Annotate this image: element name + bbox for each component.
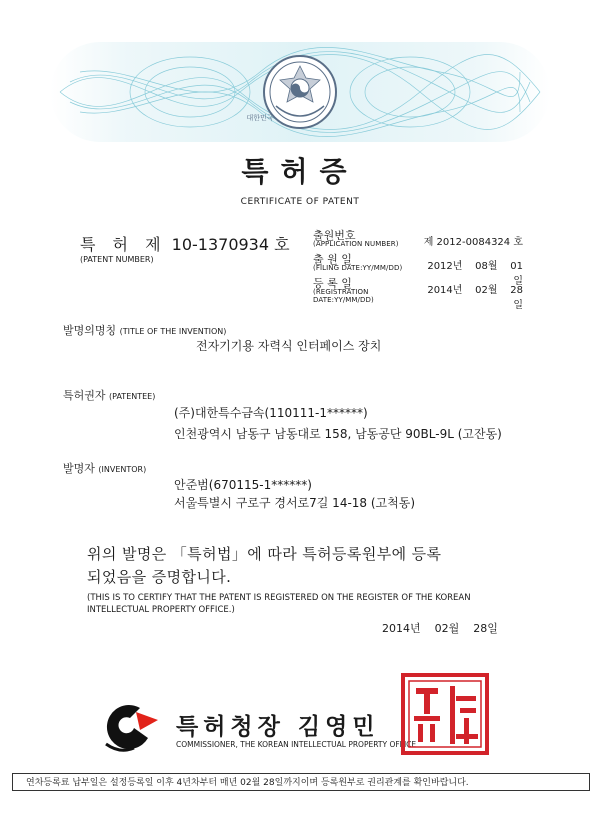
registration-date [418, 281, 523, 311]
kipo-logo-icon [100, 698, 162, 754]
certificate-subtitle: CERTIFICATE OF PATENT [240, 197, 360, 207]
application-number-label-en: (APPLICATION NUMBER) [313, 240, 399, 248]
registration-month: 02월 [475, 285, 498, 296]
patentee-label-en: (PATENTEE) [109, 392, 156, 401]
certificate-title: 특허증 [241, 155, 359, 188]
application-number-label: 출원번호 [313, 229, 356, 242]
filing-month: 08월 [475, 261, 498, 272]
filing-date-label-en: (FILING DATE:YY/MM/DD) [313, 264, 403, 272]
patent-number-label-en: (PATENT NUMBER) [80, 255, 154, 264]
commissioner-name: 특허청장 김영민 [176, 714, 380, 740]
registration-year: 2014년 [427, 285, 463, 296]
patent-number-label: 특 허 제 [80, 235, 167, 254]
issue-day: 28일 [473, 622, 498, 635]
filing-day: 01일 [510, 261, 523, 287]
issue-month: 02월 [434, 622, 460, 635]
inventor-heading [63, 460, 146, 476]
registration-date-label: 등 록 일 [313, 277, 352, 290]
patentee-label: 특허권자 [63, 389, 106, 402]
patentee-name: (주)대한특수금속(110111-1******) [174, 406, 368, 420]
inventor-name: 안준범(670115-1******) [174, 478, 312, 492]
registration-day: 28일 [510, 285, 523, 311]
patent-number: 10-1370934 [171, 235, 270, 254]
filing-date-label: 출 원 일 [313, 253, 352, 266]
certification-statement-en [87, 592, 527, 616]
patent-number-suffix: 호 [274, 235, 290, 254]
patent-number-line [80, 232, 290, 255]
invention-title: 전자기기용 자력식 인터페이스 장치 [196, 339, 382, 353]
issue-date [382, 620, 498, 636]
registration-date-label-en: (REGISTRATION DATE:YY/MM/DD) [313, 288, 374, 304]
invention-title-heading [63, 322, 226, 338]
patentee-heading [63, 387, 155, 403]
statement-en-line-2: INTELLECTUAL PROPERTY OFFICE.) [87, 605, 235, 615]
statement-line-1: 위의 발명은 「특허법」에 따라 특허등록원부에 등록 [87, 545, 442, 563]
footer-note: 연차등록료 납부일은 설정등록일 이후 4년차부터 매년 02월 28일까지이며 등록원부로 권리관계를 확인바랍니다. [26, 778, 469, 788]
application-number: 제 2012-0084324 호 [423, 237, 523, 248]
guilloche-banner [40, 22, 560, 162]
statement-en-line-1: (THIS IS TO CERTIFY THAT THE PATENT IS REGISTERED ON THE REGISTER OF THE KOREAN [87, 593, 471, 603]
inventor-address: 서울특별시 구로구 경서로7길 14-18 (고척동) [174, 496, 416, 510]
inventor-label: 발명자 [63, 462, 95, 475]
invention-title-label-en: (TITLE OF THE INVENTION) [119, 327, 227, 336]
official-seal-icon [400, 672, 490, 756]
statement-line-2: 되었음을 증명합니다. [87, 568, 232, 586]
commissioner-title-en: COMMISSIONER, THE KOREAN INTELLECTUAL PROPERTY OFFICE [176, 740, 417, 749]
certification-statement [87, 543, 441, 589]
invention-title-label: 발명의명칭 [63, 324, 117, 337]
patentee-address: 인천광역시 남동구 남동대로 158, 남동공단 90BL-9L (고잔동) [174, 427, 502, 441]
filing-year: 2012년 [427, 261, 463, 272]
inventor-label-en: (INVENTOR) [98, 465, 147, 474]
issue-year: 2014년 [382, 622, 421, 635]
emblem-label: 대한민국 [246, 114, 274, 122]
